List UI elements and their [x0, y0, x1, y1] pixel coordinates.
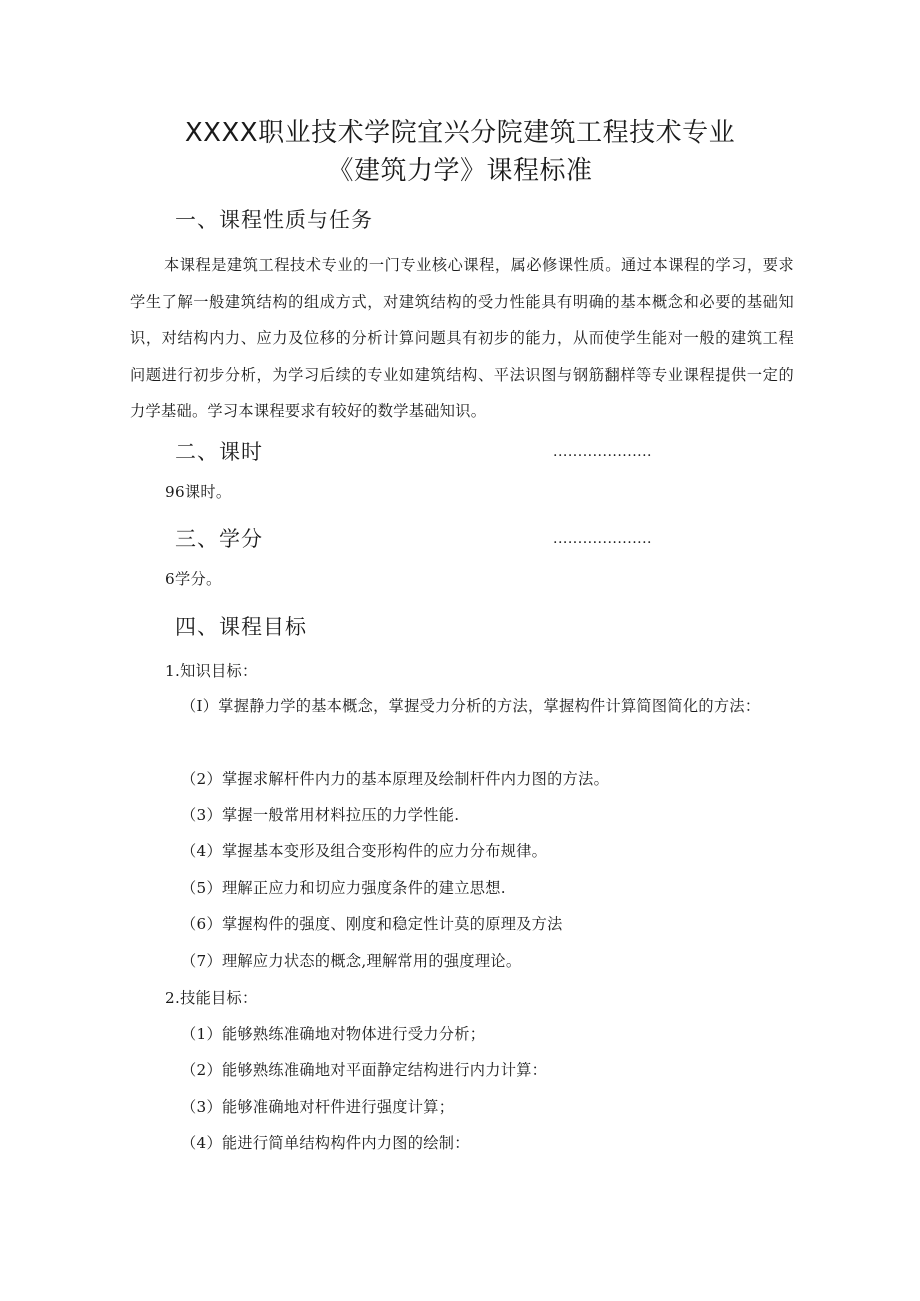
skill-objectives-label: 2.技能目标：: [165, 989, 258, 1007]
document-title-line-2: 《建筑力学》课程标准: [327, 156, 593, 186]
section-heading-nature-task: 一、课程性质与任务: [175, 208, 373, 232]
skill-item-1: （1）能够熟练准确地对物体进行受力分析；: [181, 1025, 486, 1043]
section-heading-objectives: 四、课程目标: [175, 615, 307, 639]
section-body-credits: 6学分。: [165, 570, 222, 588]
section-body-nature-task: 本课程是建筑工程技术专业的一门专业核心课程，属必修课性质。通过本课程的学习，要求学生了解一般建筑结构的组成方式，对建筑结构的受力性能具有明确的基本概念和必要的基础知识，对结构内力、应力及位移的分析计算问题具有初步的能力，从而使学生能对一般的建筑工程问题进行初步分析，为学习后续的专业如建筑结构、平法识图与钢筋翻样等专业课程提供一定的力学基础。学习本课程要求有较好的数学基础知识。: [130, 256, 794, 420]
skill-item-4: （4）能进行简单结构构件内力图的绘制：: [181, 1134, 470, 1152]
section-body-hours: 96课时。: [165, 483, 232, 501]
knowledge-item-4: （4）掌握基本变形及组合变形构件的应力分布规律。: [181, 842, 548, 860]
knowledge-item-3: （3）掌握一般常用材料拉压的力学性能.: [181, 806, 460, 824]
knowledge-objectives-label: 1.知识目标：: [165, 662, 258, 680]
knowledge-item-6: （6）掌握构件的强度、刚度和稳定性计莫的原理及方法: [181, 915, 563, 933]
section-heading-credits: 三、学分: [175, 527, 263, 551]
skill-item-3: （3）能够准确地对杆件进行强度计算；: [181, 1098, 455, 1116]
knowledge-item-7: （7）理解应力状态的概念,理解常用的强度理论。: [181, 952, 522, 970]
knowledge-item-2: （2）掌握求解杆件内力的基本原理及绘制杆件内力图的方法。: [181, 770, 610, 788]
section-leader-dots-credits: ....................: [553, 531, 653, 547]
skill-item-2: （2）能够熟练准确地对平面静定结构进行内力计算：: [181, 1061, 548, 1079]
section-heading-hours: 二、课时: [175, 440, 263, 464]
section-leader-dots-hours: ....................: [553, 444, 653, 460]
knowledge-item-5: （5）理解正应力和切应力强度条件的建立思想.: [181, 879, 506, 897]
document-title-line-1: XXXX职业技术学院宜兴分院建筑工程技术专业: [184, 118, 736, 148]
knowledge-item-1: （I）掌握静力学的基本概念，掌握受力分析的方法，掌握构件计算简图简化的方法：: [181, 697, 761, 715]
